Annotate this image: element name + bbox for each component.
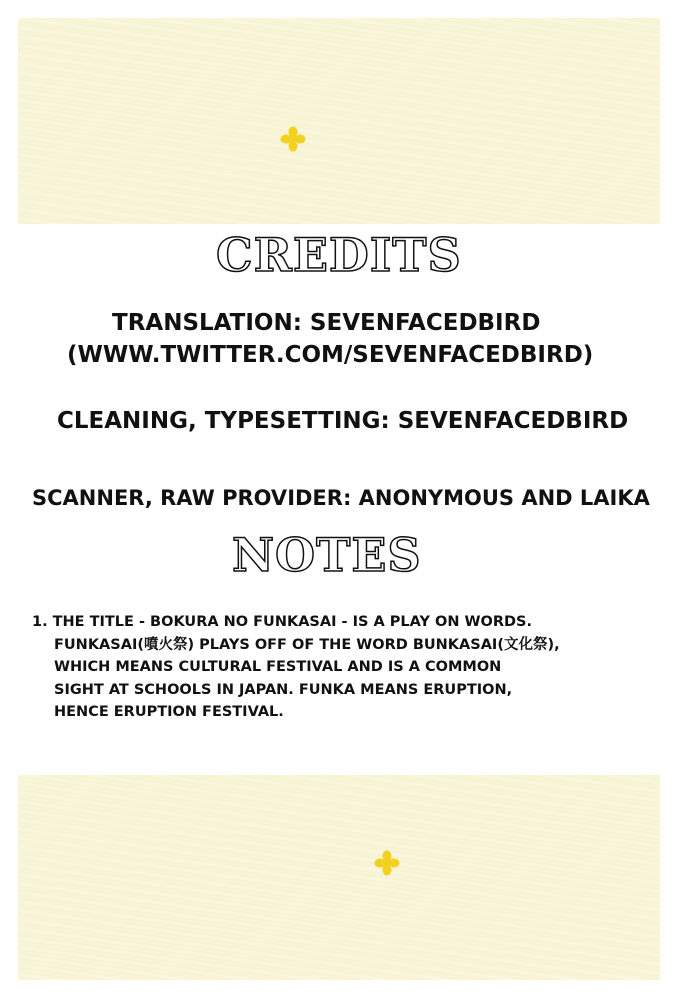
note-item: [32, 611, 632, 724]
bottom-decor-panel: [18, 775, 660, 980]
note-line: SIGHT AT SCHOOLS IN JAPAN. FUNKA MEANS ERUPTION,: [54, 681, 513, 698]
credit-scanner: SCANNER, RAW PROVIDER: ANONYMOUS AND LAIKA: [32, 486, 650, 510]
top-decor-panel: [18, 18, 660, 224]
note-line: HENCE ERUPTION FESTIVAL.: [54, 704, 284, 720]
note-line: 1. THE TITLE - BOKURA NO FUNKASAI - IS A PLAY ON WORDS.: [32, 614, 532, 630]
note-line: FUNKASAI(噴火祭) PLAYS OFF OF THE WORD BUNKASAI(文化祭),: [54, 636, 560, 653]
credit-translation-link: (WWW.TWITTER.COM/SEVENFACEDBIRD): [67, 342, 594, 368]
flower-icon: [280, 126, 306, 152]
credit-translation: TRANSLATION: SEVENFACEDBIRD: [112, 310, 541, 336]
note-line: WHICH MEANS CULTURAL FESTIVAL AND IS A COMMON: [54, 659, 502, 675]
flower-icon: [374, 850, 400, 876]
notes-heading: NOTES: [232, 528, 422, 582]
credits-heading: CREDITS: [216, 228, 462, 282]
credit-cleaning: CLEANING, TYPESETTING: SEVENFACEDBIRD: [57, 408, 629, 434]
